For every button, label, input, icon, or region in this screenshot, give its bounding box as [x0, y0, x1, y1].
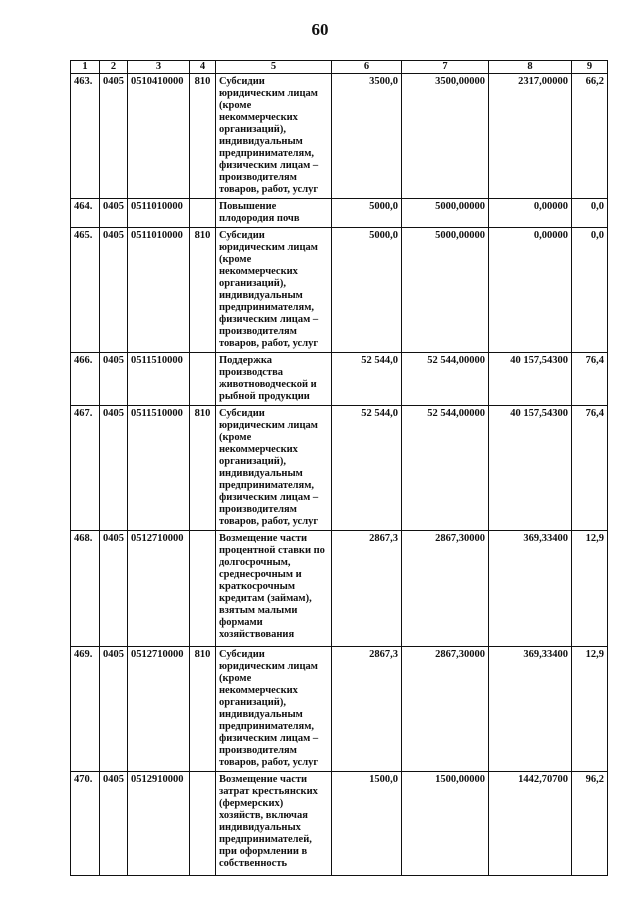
plan-amount: 3500,0 — [332, 74, 402, 199]
row-number: 465. — [71, 228, 100, 353]
expense-type-code — [190, 772, 216, 876]
column-header: 8 — [489, 61, 572, 74]
plan-amount: 1500,0 — [332, 772, 402, 876]
refined-amount: 1500,00000 — [402, 772, 489, 876]
target-article-code: 0512710000 — [128, 531, 190, 647]
expense-type-code: 810 — [190, 647, 216, 772]
item-name: Возмещение части затрат крестьянских (фермерских) хозяйств, включая индивидуальных предпринимателей, при оформлении в собственность — [216, 772, 332, 876]
executed-amount: 369,33400 — [489, 647, 572, 772]
row-number: 463. — [71, 74, 100, 199]
refined-amount: 5000,00000 — [402, 228, 489, 353]
item-name: Субсидии юридическим лицам (кроме некоммерческих организаций), индивидуальным предпринимателям, физическим лицам – производителям товаров, работ, услуг — [216, 406, 332, 531]
row-number: 469. — [71, 647, 100, 772]
target-article-code: 0510410000 — [128, 74, 190, 199]
section-code: 0405 — [100, 199, 128, 228]
plan-amount: 2867,3 — [332, 647, 402, 772]
execution-percent: 12,9 — [572, 647, 608, 772]
executed-amount: 369,33400 — [489, 531, 572, 647]
section-code: 0405 — [100, 406, 128, 531]
refined-amount: 52 544,00000 — [402, 353, 489, 406]
refined-amount: 5000,00000 — [402, 199, 489, 228]
table-row — [71, 353, 608, 406]
table-row — [71, 199, 608, 228]
row-number: 468. — [71, 531, 100, 647]
execution-percent: 66,2 — [572, 74, 608, 199]
expense-type-code: 810 — [190, 74, 216, 199]
column-header: 6 — [332, 61, 402, 74]
item-name: Повышение плодородия почв — [216, 199, 332, 228]
table-row — [71, 772, 608, 876]
execution-percent: 76,4 — [572, 353, 608, 406]
column-header: 4 — [190, 61, 216, 74]
section-code: 0405 — [100, 228, 128, 353]
column-number-row — [71, 61, 608, 74]
executed-amount: 1442,70700 — [489, 772, 572, 876]
item-name: Поддержка производства животноводческой и рыбной продукции — [216, 353, 332, 406]
column-header: 9 — [572, 61, 608, 74]
refined-amount: 3500,00000 — [402, 74, 489, 199]
section-code: 0405 — [100, 531, 128, 647]
expense-type-code — [190, 199, 216, 228]
execution-percent: 76,4 — [572, 406, 608, 531]
executed-amount: 0,00000 — [489, 228, 572, 353]
expense-type-code — [190, 531, 216, 647]
row-number: 467. — [71, 406, 100, 531]
target-article-code: 0511510000 — [128, 406, 190, 531]
column-header: 7 — [402, 61, 489, 74]
column-header: 5 — [216, 61, 332, 74]
item-name: Возмещение части процентной ставки по долгосрочным, среднесрочным и краткосрочным кредитам (займам), взятым малыми формами хозяйствования — [216, 531, 332, 647]
executed-amount: 2317,00000 — [489, 74, 572, 199]
execution-percent: 12,9 — [572, 531, 608, 647]
page-number: 60 — [311, 20, 329, 39]
execution-percent: 96,2 — [572, 772, 608, 876]
column-header: 1 — [71, 61, 100, 74]
target-article-code: 0511010000 — [128, 228, 190, 353]
item-name: Субсидии юридическим лицам (кроме некоммерческих организаций), индивидуальным предпринимателям, физическим лицам – производителям товаров, работ, услуг — [216, 647, 332, 772]
target-article-code: 0511010000 — [128, 199, 190, 228]
row-number: 466. — [71, 353, 100, 406]
expense-type-code — [190, 353, 216, 406]
refined-amount: 2867,30000 — [402, 531, 489, 647]
plan-amount: 52 544,0 — [332, 406, 402, 531]
executed-amount: 0,00000 — [489, 199, 572, 228]
section-code: 0405 — [100, 647, 128, 772]
execution-percent: 0,0 — [572, 228, 608, 353]
table-row — [71, 531, 608, 647]
table-row — [71, 647, 608, 772]
target-article-code: 0511510000 — [128, 353, 190, 406]
refined-amount: 52 544,00000 — [402, 406, 489, 531]
row-number: 464. — [71, 199, 100, 228]
expense-type-code: 810 — [190, 228, 216, 353]
execution-percent: 0,0 — [572, 199, 608, 228]
table-row — [71, 406, 608, 531]
item-name: Субсидии юридическим лицам (кроме некоммерческих организаций), индивидуальным предпринимателям, физическим лицам – производителям товаров, работ, услуг — [216, 228, 332, 353]
table-row — [71, 228, 608, 353]
target-article-code: 0512910000 — [128, 772, 190, 876]
refined-amount: 2867,30000 — [402, 647, 489, 772]
budget-table — [70, 60, 608, 876]
table-row — [71, 74, 608, 199]
executed-amount: 40 157,54300 — [489, 406, 572, 531]
column-header: 2 — [100, 61, 128, 74]
section-code: 0405 — [100, 772, 128, 876]
section-code: 0405 — [100, 353, 128, 406]
section-code: 0405 — [100, 74, 128, 199]
plan-amount: 5000,0 — [332, 228, 402, 353]
target-article-code: 0512710000 — [128, 647, 190, 772]
plan-amount: 2867,3 — [332, 531, 402, 647]
column-header: 3 — [128, 61, 190, 74]
plan-amount: 5000,0 — [332, 199, 402, 228]
expense-type-code: 810 — [190, 406, 216, 531]
item-name: Субсидии юридическим лицам (кроме некоммерческих организаций), индивидуальным предпринимателям, физическим лицам – производителям товаров, работ, услуг — [216, 74, 332, 199]
plan-amount: 52 544,0 — [332, 353, 402, 406]
executed-amount: 40 157,54300 — [489, 353, 572, 406]
row-number: 470. — [71, 772, 100, 876]
